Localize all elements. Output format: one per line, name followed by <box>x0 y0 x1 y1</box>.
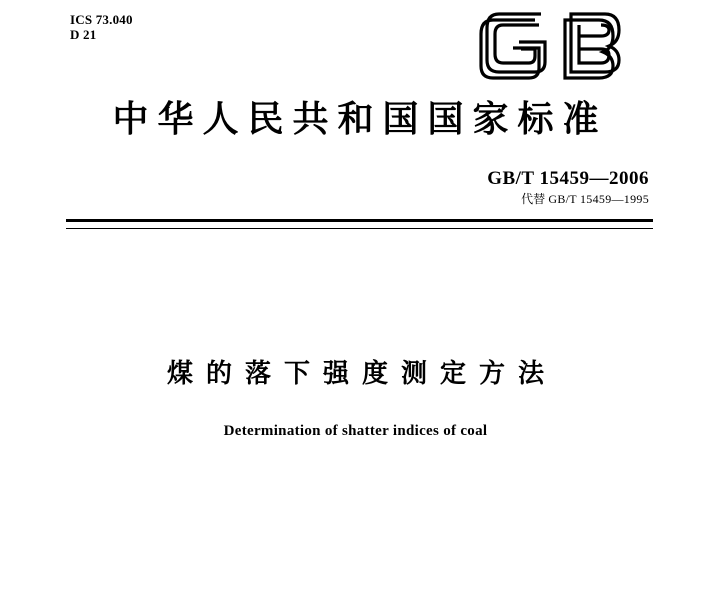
gb-logo-icon <box>473 8 653 86</box>
replaced-standard-number: GB/T 15459—1995 <box>548 192 649 206</box>
category-code: D 21 <box>70 27 97 42</box>
document-title-english: Determination of shatter indices of coal <box>223 423 488 439</box>
replaces-label: 代替 <box>521 192 546 206</box>
standard-number-block <box>487 168 649 207</box>
divider-thick <box>66 219 653 222</box>
divider-thin <box>66 228 653 229</box>
national-standard-heading: 中华人民共和国国家标准 <box>112 99 608 140</box>
standard-number: GB/T 15459—2006 <box>487 168 649 189</box>
ics-code: ICS 73.040 <box>70 12 133 27</box>
standard-replaces <box>487 191 649 207</box>
classification-codes <box>70 12 133 42</box>
document-title-chinese: 煤的落下强度测定方法 <box>166 359 557 389</box>
